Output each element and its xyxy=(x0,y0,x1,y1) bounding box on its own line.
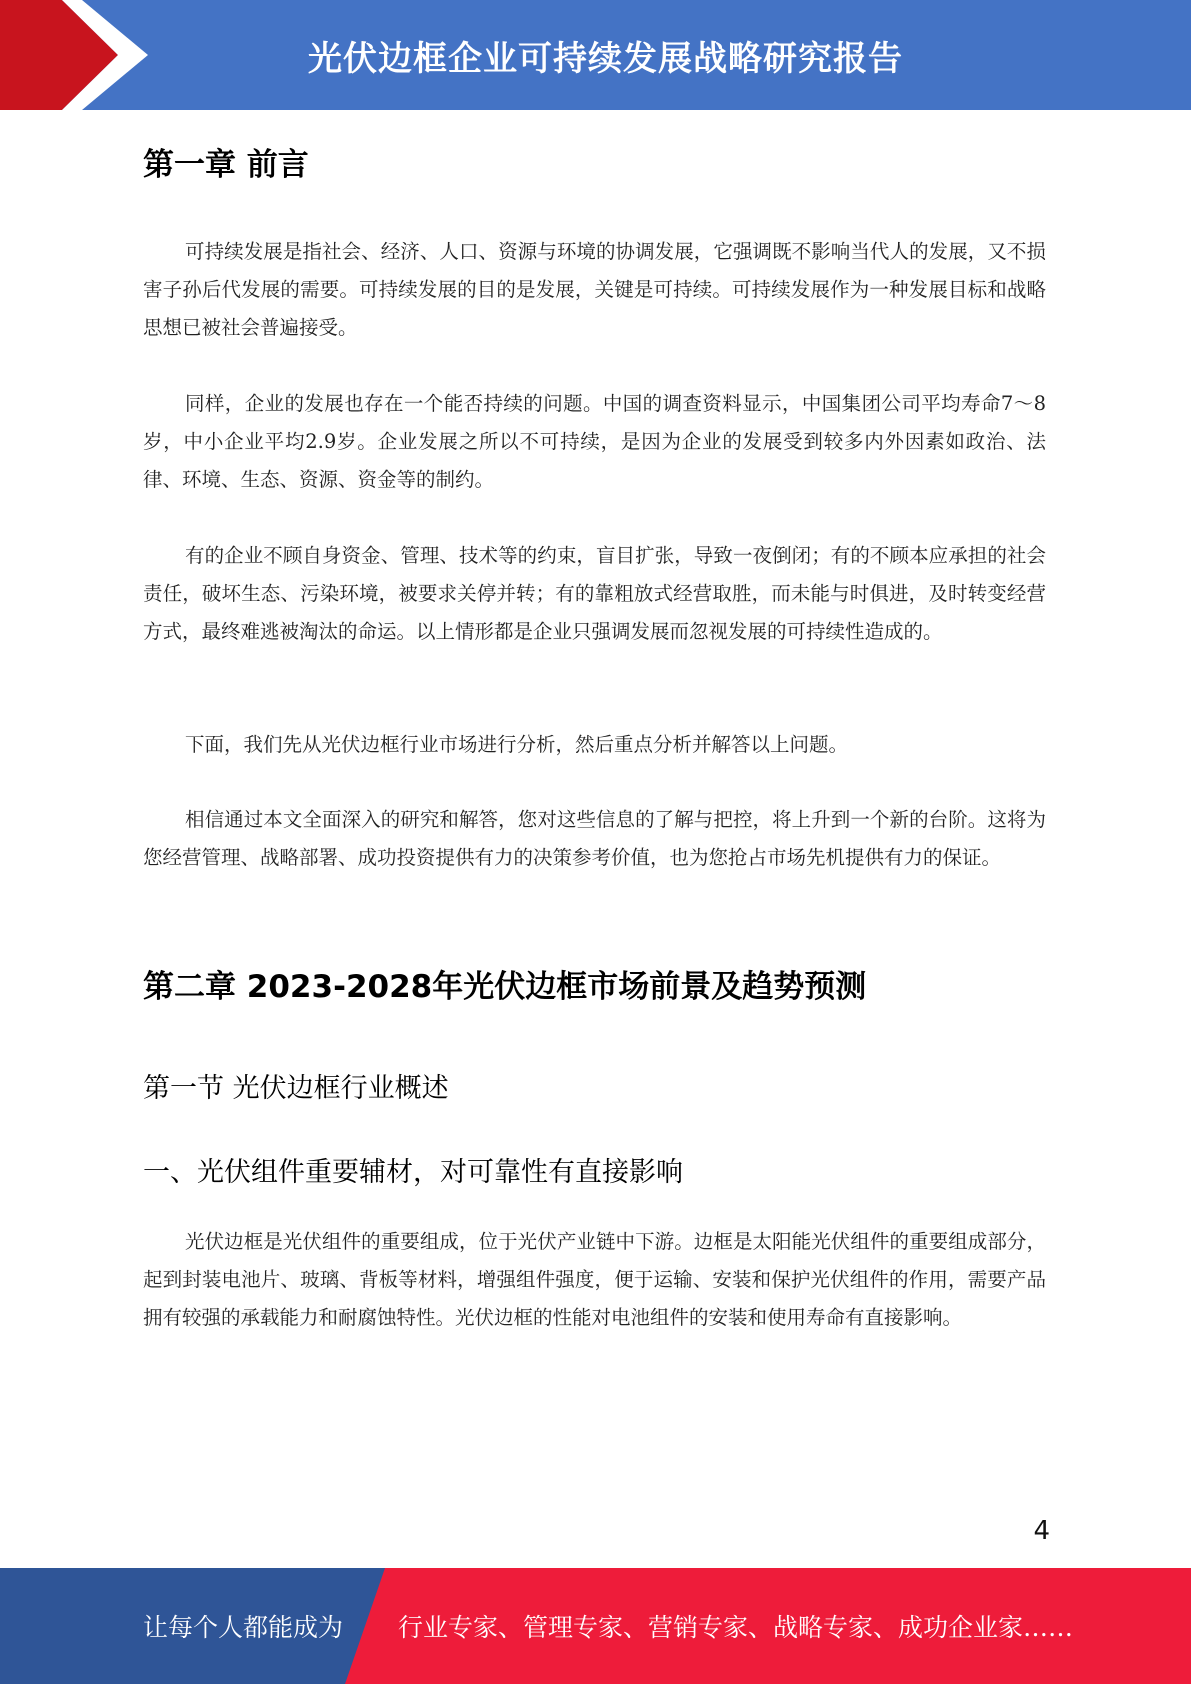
chapter-1-paragraph: 相信通过本文全面深入的研究和解答，您对这些信息的了解与把控，将上升到一个新的台阶。这将为您经营管理、战略部署、成功投资提供有力的决策参考价值，也为您抢占市场先机提供有力的保证。 xyxy=(143,808,1046,869)
chapter-1-paragraph: 可持续发展是指社会、经济、人口、资源与环境的协调发展，它强调既不影响当代人的发展，又不损害子孙后代发展的需要。可持续发展的目的是发展，关键是可持续。可持续发展作为一种发展目标和战略思想已被社会普遍接受。 xyxy=(143,240,1046,339)
footer-band xyxy=(0,1568,1191,1684)
section-title: 第一节 光伏边框行业概述 xyxy=(143,1073,449,1104)
subsection-title: 一、光伏组件重要辅材，对可靠性有直接影响 xyxy=(143,1157,683,1188)
chapter-1-paragraph: 下面，我们先从光伏边框行业市场进行分析，然后重点分析并解答以上问题。 xyxy=(185,733,849,756)
chapter-1-paragraph: 有的企业不顾自身资金、管理、技术等的约束，盲目扩张，导致一夜倒闭；有的不顾本应承担的社会责任，破坏生态、污染环境，被要求关停并转；有的靠粗放式经营取胜，而未能与时俱进，及时转变经营方式，最终难逃被淘汰的命运。以上情形都是企业只强调发展而忽视发展的可持续性造成的。 xyxy=(143,544,1046,643)
report-title: 光伏边框企业可持续发展战略研究报告 xyxy=(308,38,903,79)
chapter-1-title: 第一章 前言 xyxy=(143,147,309,183)
footer-slogan-left: 让每个人都能成为 xyxy=(143,1613,344,1642)
header-chevron-icon xyxy=(0,0,160,110)
footer-slogan-right: 行业专家、管理专家、营销专家、战略专家、成功企业家…… xyxy=(398,1613,1074,1642)
page-number: 4 xyxy=(1033,1516,1050,1546)
chapter-2-paragraph: 光伏边框是光伏组件的重要组成，位于光伏产业链中下游。边框是太阳能光伏组件的重要组成部分，起到封装电池片、玻璃、背板等材料，增强组件强度，便于运输、安装和保护光伏组件的作用，需要产品拥有较强的承载能力和耐腐蚀特性。光伏边框的性能对电池组件的安装和使用寿命有直接影响。 xyxy=(143,1230,1046,1329)
chapter-2-title: 第二章 2023-2028年光伏边框市场前景及趋势预测 xyxy=(143,969,867,1005)
chapter-1-paragraph: 同样，企业的发展也存在一个能否持续的问题。中国的调查资料显示，中国集团公司平均寿命7～8岁，中小企业平均2.9岁。企业发展之所以不可持续，是因为企业的发展受到较多内外因素如政治、法律、环境、生态、资源、资金等的制约。 xyxy=(143,392,1046,491)
